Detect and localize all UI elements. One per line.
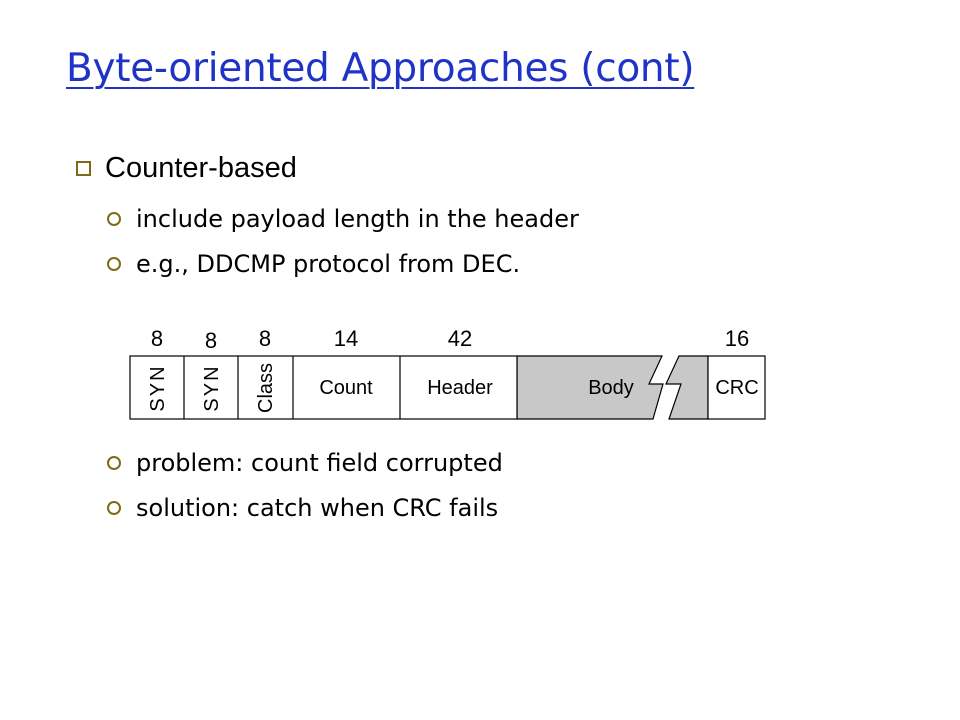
slide-title: Byte-oriented Approaches (cont) bbox=[66, 46, 695, 91]
field-label-syn-1: SYN bbox=[147, 364, 169, 412]
bits-label-syn-1: 8 bbox=[150, 326, 164, 351]
bits-label-count: 14 bbox=[333, 326, 359, 351]
sub-bullet-text: problem: count field corrupted bbox=[136, 449, 503, 477]
sub-bullet-solution bbox=[107, 491, 498, 525]
field-label-header: Header bbox=[427, 377, 493, 399]
field-label-body: Body bbox=[588, 377, 634, 399]
sub-bullet-text: e.g., DDCMP protocol from DEC. bbox=[136, 250, 521, 278]
field-label-count: Count bbox=[319, 377, 373, 399]
field-label-syn-2: SYN bbox=[201, 364, 223, 412]
body-break-fragment bbox=[666, 356, 708, 419]
bits-label-class: 8 bbox=[258, 326, 272, 351]
circle-bullet-icon bbox=[107, 501, 121, 515]
sub-bullet-text: include payload length in the header bbox=[136, 205, 579, 233]
sub-bullet-problem bbox=[107, 446, 503, 480]
sub-bullet-text: solution: catch when CRC fails bbox=[136, 494, 499, 522]
circle-bullet-icon bbox=[107, 456, 121, 470]
bits-label-syn-2: 8 bbox=[204, 328, 218, 353]
field-label-crc: CRC bbox=[715, 377, 759, 399]
bits-label-header: 42 bbox=[447, 326, 473, 351]
bits-label-crc: 16 bbox=[724, 326, 750, 351]
bullet-text: Counter-based bbox=[105, 151, 297, 184]
field-label-class: Class bbox=[255, 362, 277, 414]
